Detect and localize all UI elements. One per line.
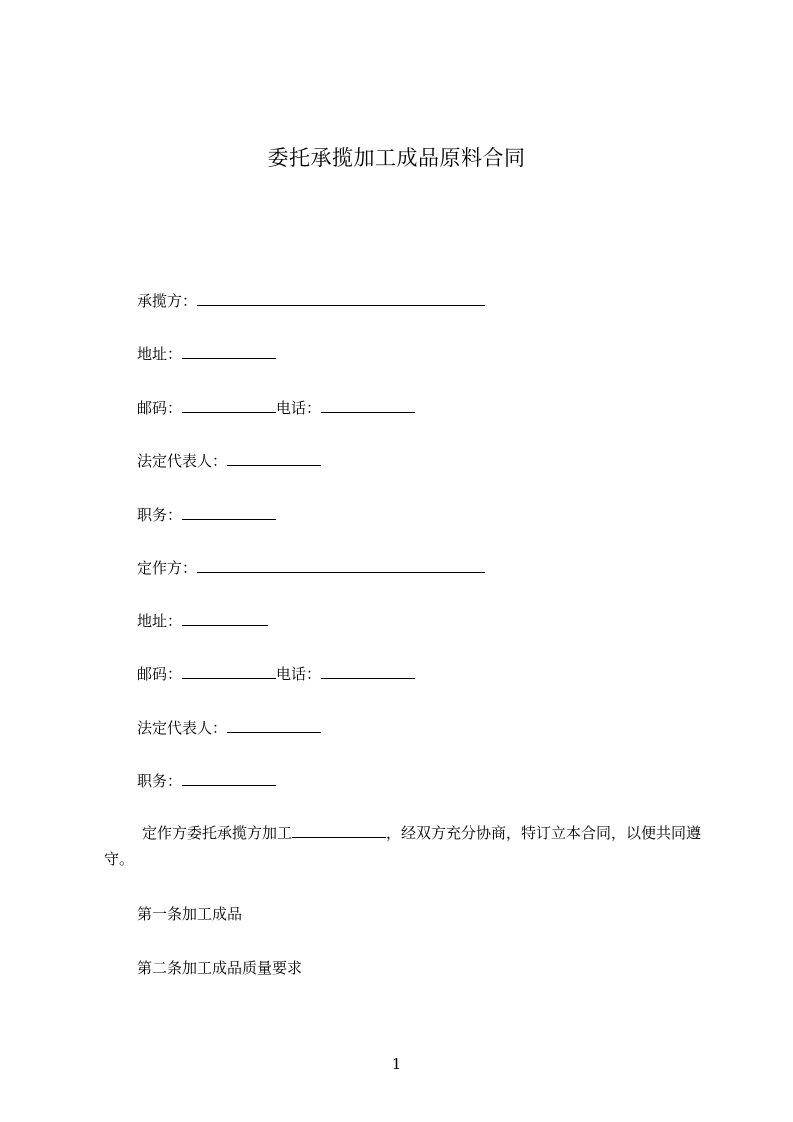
intro-text-after: ，经双方充分协商，特订立本合同，以便共同遵守。 xyxy=(104,824,702,868)
intro-text-before: 定作方委托承揽方加工 xyxy=(142,824,293,842)
contractor-rep-line xyxy=(137,451,321,471)
client-party-blank[interactable] xyxy=(197,558,485,573)
article-2-heading: 第二条加工成品质量要求 xyxy=(137,959,303,977)
client-address-line xyxy=(137,611,268,631)
contractor-phone-blank[interactable] xyxy=(321,398,415,413)
contractor-position-blank[interactable] xyxy=(182,505,276,520)
contractor-party-blank[interactable] xyxy=(197,291,485,306)
contractor-phone-label: 电话： xyxy=(276,399,322,417)
contractor-postcode-blank[interactable] xyxy=(182,398,276,413)
contractor-rep-label: 法定代表人： xyxy=(137,452,228,470)
article-1-heading: 第一条加工成品 xyxy=(137,905,243,923)
processing-item-blank[interactable] xyxy=(292,823,386,838)
contractor-position-line xyxy=(137,505,276,525)
contractor-position-label: 职务： xyxy=(137,506,183,524)
contractor-address-line xyxy=(137,344,276,364)
client-rep-line xyxy=(137,718,321,738)
client-rep-label: 法定代表人： xyxy=(137,719,228,737)
contractor-address-blank[interactable] xyxy=(182,344,276,359)
contractor-party-label: 承揽方： xyxy=(137,292,198,310)
client-address-label: 地址： xyxy=(137,612,183,630)
page-number: 1 xyxy=(391,1055,402,1073)
client-position-line xyxy=(137,771,276,791)
client-postcode-label: 邮码： xyxy=(137,665,183,683)
client-party-line xyxy=(137,558,485,578)
contractor-address-label: 地址： xyxy=(137,345,183,363)
intro-paragraph xyxy=(104,820,708,872)
contractor-rep-blank[interactable] xyxy=(227,451,321,466)
document-title: 委托承揽加工成品原料合同 xyxy=(267,146,526,170)
contractor-contact-line xyxy=(137,398,415,418)
client-contact-line xyxy=(137,664,415,684)
contractor-party-line xyxy=(137,291,485,311)
client-position-label: 职务： xyxy=(137,772,183,790)
client-phone-blank[interactable] xyxy=(321,664,415,679)
client-rep-blank[interactable] xyxy=(227,718,321,733)
contractor-postcode-label: 邮码： xyxy=(137,399,183,417)
client-address-blank[interactable] xyxy=(182,611,268,626)
client-phone-label: 电话： xyxy=(276,665,322,683)
client-postcode-blank[interactable] xyxy=(182,664,276,679)
client-position-blank[interactable] xyxy=(182,771,276,786)
client-party-label: 定作方： xyxy=(137,559,198,577)
